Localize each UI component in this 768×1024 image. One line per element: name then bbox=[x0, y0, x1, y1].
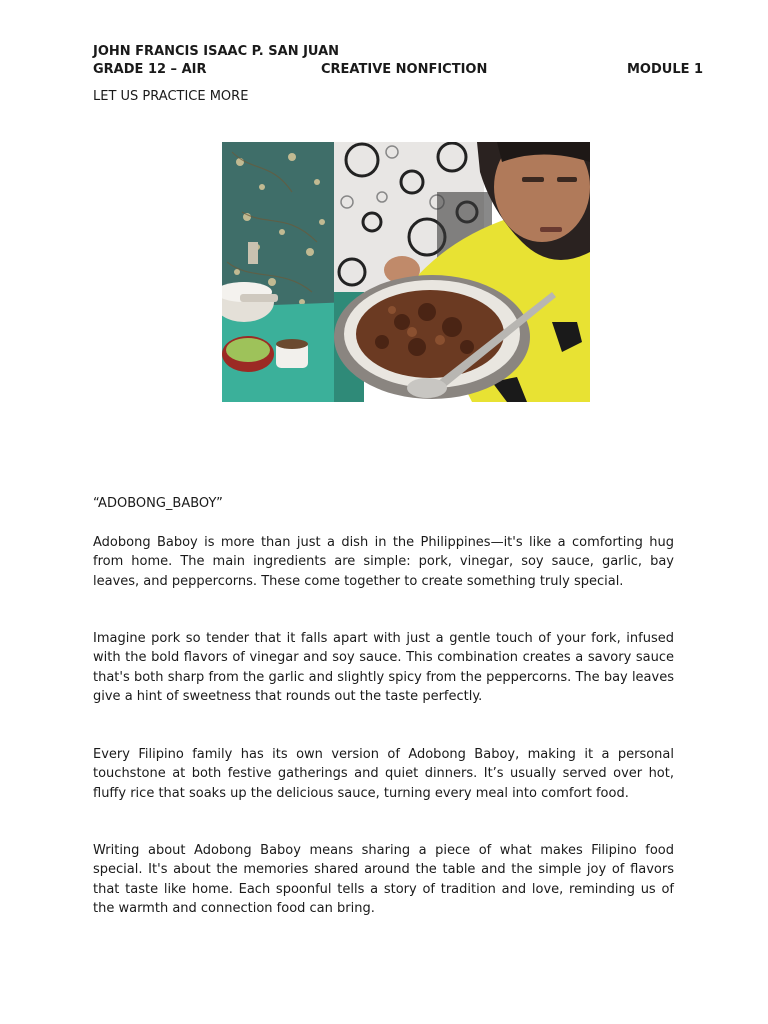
grade-section: GRADE 12 – AIR bbox=[93, 62, 207, 77]
subject-title: CREATIVE NONFICTION bbox=[321, 62, 488, 77]
module-label: MODULE 1 bbox=[627, 62, 704, 77]
essay-paragraph: Every Filipino family has its own version of Adobong Baboy, making it a personal touchstone at both festive gatherings and quiet dinners. It’s usually served over hot, fluffy rice that soaks up the delicious sauce, turning every meal into comfort food. bbox=[93, 747, 674, 801]
essay-paragraph: Writing about Adobong Baboy means sharing a piece of what makes Filipino food special. It's about the memories shared around the table and the simple joy of flavors that taste like home. Each spoonful tells a story of tradition and love, reminding us of the warmth and connection food can bring. bbox=[93, 843, 674, 916]
essay-title: “ADOBONG_BABOY” bbox=[93, 496, 223, 511]
author-name: JOHN FRANCIS ISAAC P. SAN JUAN bbox=[93, 44, 340, 59]
adobo-photo bbox=[222, 142, 590, 402]
essay-paragraph: Imagine pork so tender that it falls apart with just a gentle touch of your fork, infused with the bold flavors of vinegar and soy sauce. This combination creates a savory sauce that's both sharp from the garlic and slightly spicy from the peppercorns. The bay leaves give a hint of sweetness that rounds out the taste perfectly. bbox=[93, 631, 674, 704]
essay-paragraph: Adobong Baboy is more than just a dish in the Philippines—it's like a comforting hug from home. The main ingredients are simple: pork, vinegar, soy sauce, garlic, bay leaves, and peppercorns. These come together to create something truly special. bbox=[93, 535, 674, 589]
section-title: LET US PRACTICE MORE bbox=[93, 89, 249, 104]
